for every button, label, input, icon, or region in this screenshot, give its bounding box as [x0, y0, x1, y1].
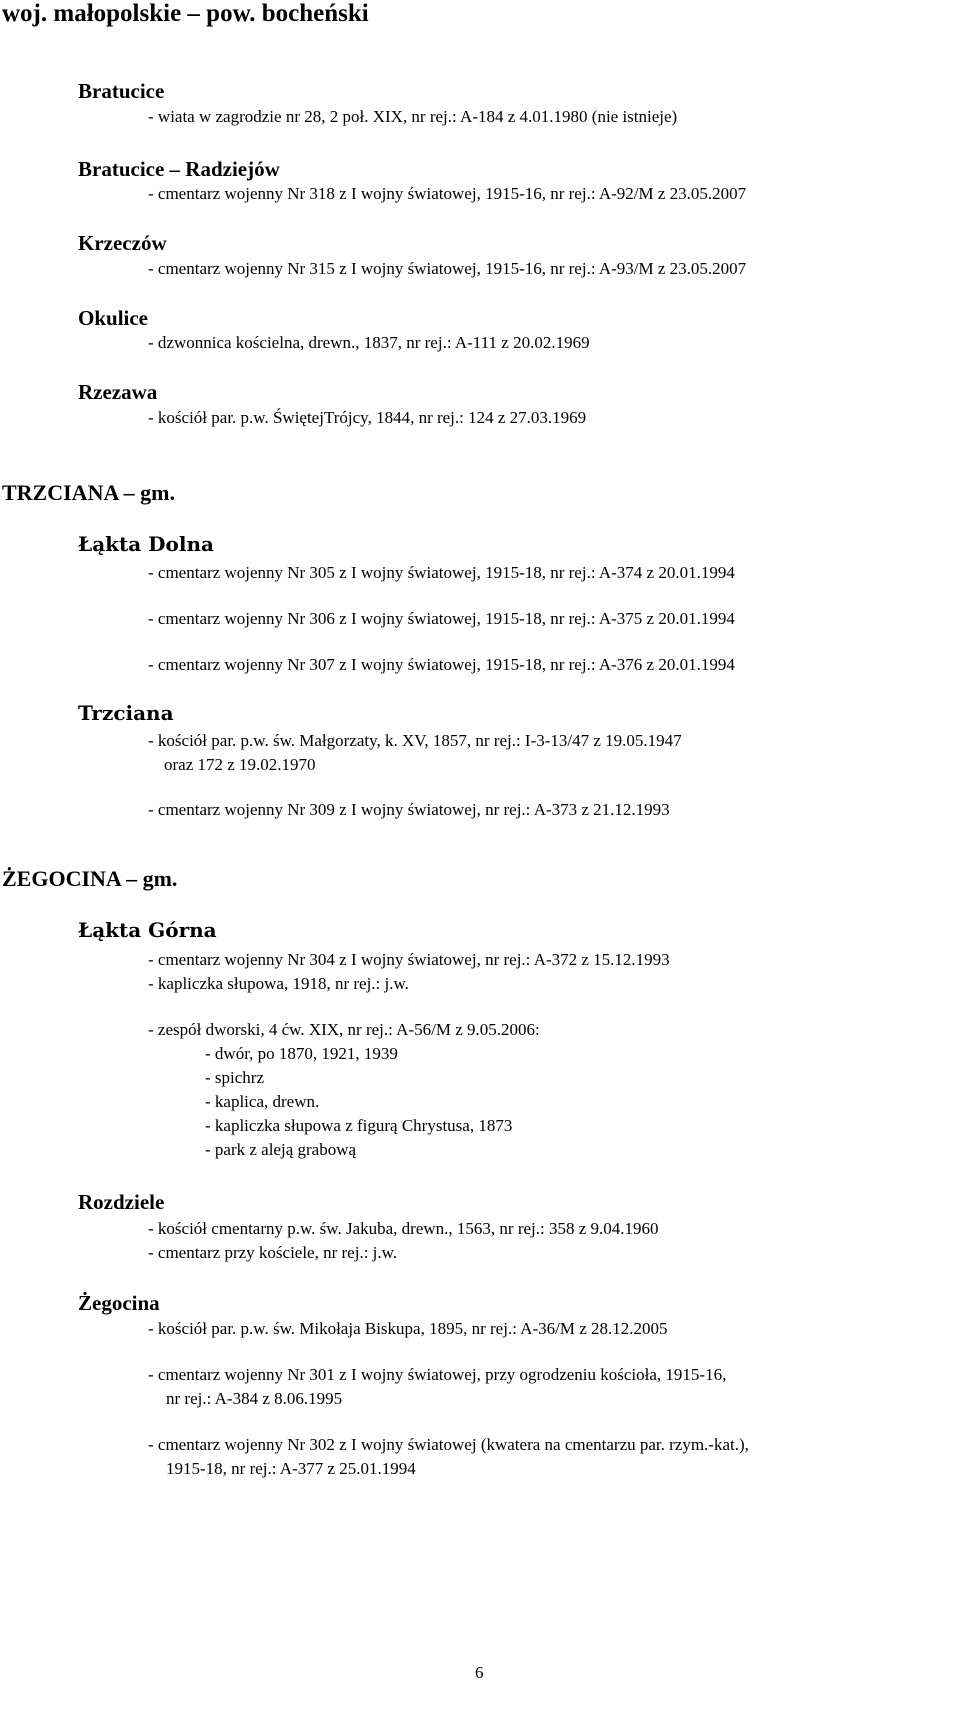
monument-entry: - zespół dworski, 4 ćw. XIX, nr rej.: A-56/M z 9.05.2006:: [148, 1020, 540, 1039]
monument-entry: - kościół par. p.w. św. Małgorzaty, k. XV, 1857, nr rej.: I-3-13/47 z 19.05.1947: [148, 731, 682, 750]
monument-entry: - wiata w zagrodzie nr 28, 2 poł. XIX, nr rej.: A-184 z 4.01.1980 (nie istnieje): [148, 107, 678, 126]
monument-entry: - dzwonnica kościelna, drewn., 1837, nr rej.: A-111 z 20.02.1969: [148, 333, 590, 352]
location-heading-rozdziele: Rozdziele: [78, 1190, 165, 1214]
location-heading-bratucice-radziejow: Bratucice – Radziejów: [78, 157, 280, 181]
complex-component: - spichrz: [205, 1068, 265, 1087]
complex-component: - park z aleją grabową: [205, 1140, 357, 1159]
monument-entry: - cmentarz wojenny Nr 309 z I wojny światowej, nr rej.: A-373 z 21.12.1993: [148, 800, 670, 819]
complex-component: - kaplica, drewn.: [205, 1092, 320, 1111]
monument-entry: - cmentarz wojenny Nr 306 z I wojny światowej, 1915-18, nr rej.: A-375 z 20.01.1994: [148, 609, 735, 628]
monument-entry-continuation: oraz 172 z 19.02.1970: [164, 755, 316, 774]
monument-entry: - kościół par. p.w. ŚwiętejTrójcy, 1844, nr rej.: 124 z 27.03.1969: [148, 408, 587, 427]
location-heading-krzeczow: Krzeczów: [78, 231, 167, 255]
monument-entry: - kapliczka słupowa, 1918, nr rej.: j.w.: [148, 974, 409, 993]
monument-entry: - cmentarz wojenny Nr 301 z I wojny światowej, przy ogrodzeniu kościoła, 1915-16,: [148, 1365, 727, 1384]
location-heading-trzciana: Trzciana: [78, 701, 174, 725]
monument-entry: - cmentarz wojenny Nr 307 z I wojny światowej, 1915-18, nr rej.: A-376 z 20.01.1994: [148, 655, 735, 674]
location-heading-okulice: Okulice: [78, 306, 149, 330]
monument-entry: - cmentarz wojenny Nr 305 z I wojny światowej, 1915-18, nr rej.: A-374 z 20.01.1994: [148, 563, 735, 582]
monument-entry: - cmentarz wojenny Nr 302 z I wojny światowej (kwatera na cmentarzu par. rzym.-kat.),: [148, 1435, 749, 1454]
gmina-heading-zegocina: ŻEGOCINA – gm.: [2, 866, 178, 891]
monument-entry-continuation: nr rej.: A-384 z 8.06.1995: [166, 1389, 343, 1408]
gmina-heading-trzciana: TRZCIANA – gm.: [2, 480, 175, 505]
location-heading-zegocina: Żegocina: [78, 1291, 160, 1315]
location-heading-rzezawa: Rzezawa: [78, 380, 158, 404]
monument-entry: - kościół cmentarny p.w. św. Jakuba, drewn., 1563, nr rej.: 358 z 9.04.1960: [148, 1219, 659, 1238]
location-heading-bratucice: Bratucice: [78, 79, 165, 103]
page-number: 6: [475, 1663, 484, 1682]
monument-entry-continuation: 1915-18, nr rej.: A-377 z 25.01.1994: [166, 1459, 416, 1478]
monument-entry: - cmentarz wojenny Nr 315 z I wojny światowej, 1915-16, nr rej.: A-93/M z 23.05.2007: [148, 259, 747, 278]
location-heading-lakta-gorna: Łąkta Górna: [78, 918, 217, 942]
location-heading-lakta-dolna: Łąkta Dolna: [78, 532, 214, 556]
monument-entry: - kościół par. p.w. św. Mikołaja Biskupa, 1895, nr rej.: A-36/M z 28.12.2005: [148, 1319, 668, 1338]
monument-entry: - cmentarz przy kościele, nr rej.: j.w.: [148, 1243, 398, 1262]
monument-entry: - cmentarz wojenny Nr 304 z I wojny światowej, nr rej.: A-372 z 15.12.1993: [148, 950, 670, 969]
monument-entry: - cmentarz wojenny Nr 318 z I wojny światowej, 1915-16, nr rej.: A-92/M z 23.05.2007: [148, 184, 747, 203]
complex-component: - kapliczka słupowa z figurą Chrystusa, 1873: [205, 1116, 513, 1135]
page-title: woj. małopolskie – pow. bocheński: [2, 0, 369, 27]
complex-component: - dwór, po 1870, 1921, 1939: [205, 1044, 398, 1063]
